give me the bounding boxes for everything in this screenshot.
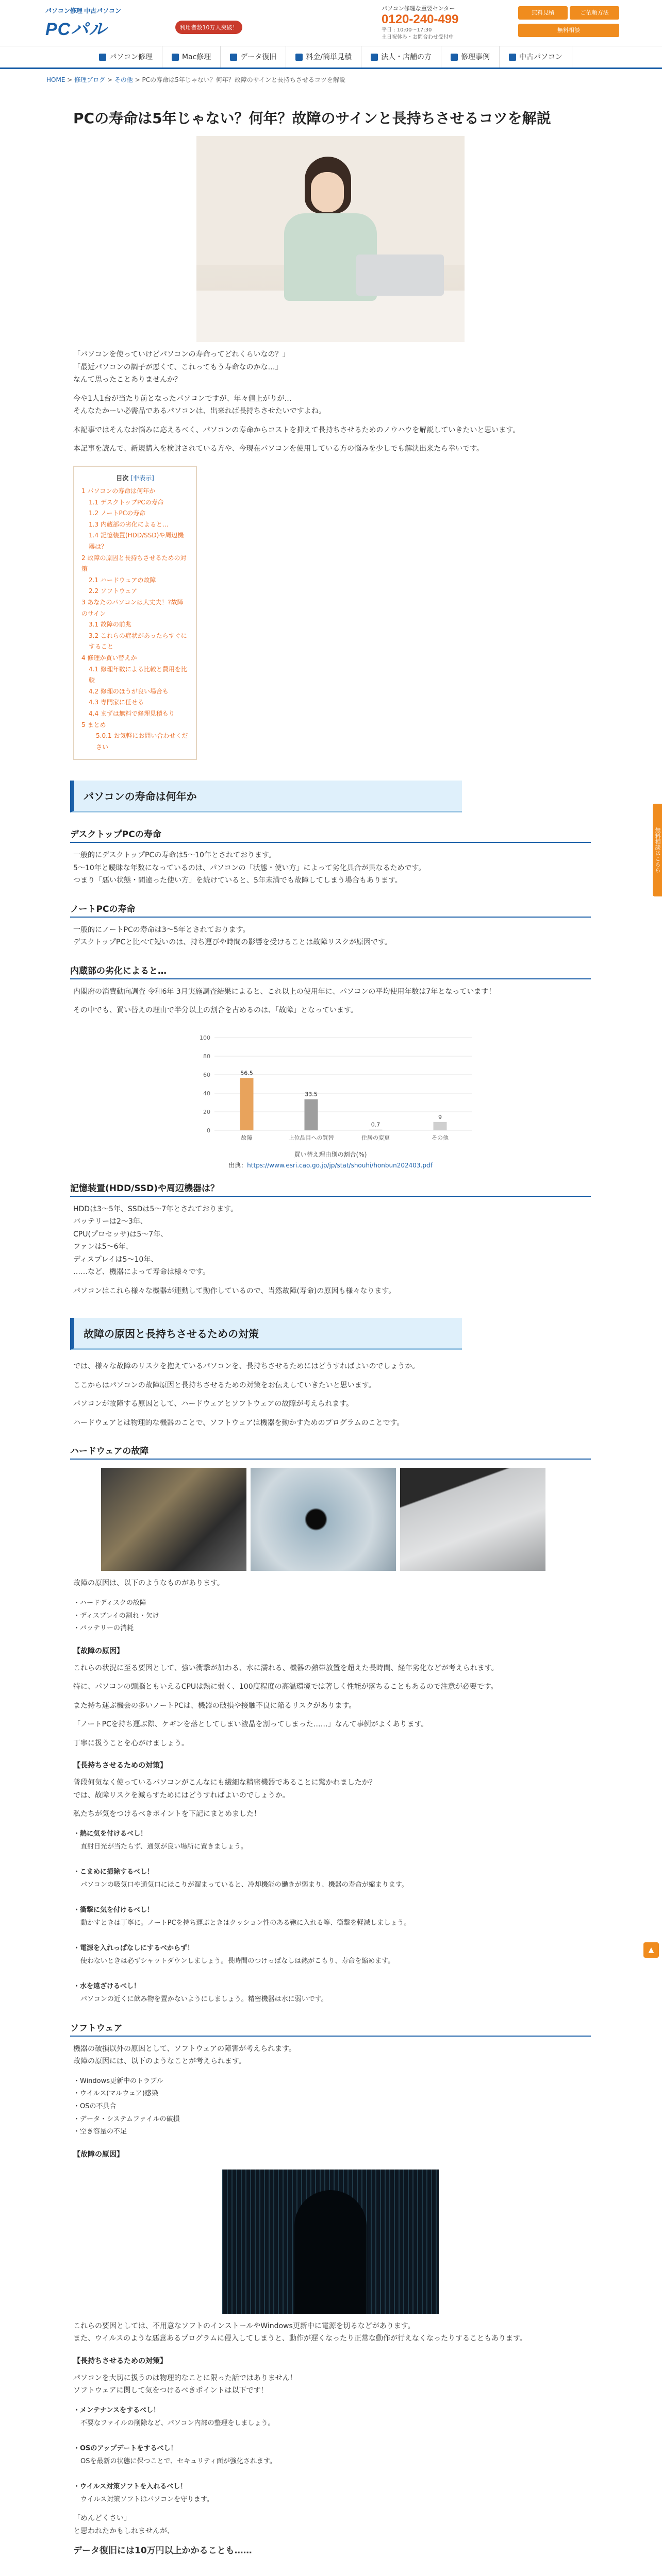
section-heading: パソコンの寿命は何年か [70,781,462,812]
toc-item[interactable]: 2 故障の原因と長持ちさせるための対策 [81,554,187,573]
subsection-heading: 記憶装置(HDD/SSD)や周辺機器は？ [70,1181,591,1197]
business-hours-note: 土日祝休み・お問合わせ受付中 [382,35,454,40]
laptop-photo [400,1468,545,1571]
toc-item[interactable]: 1.2 ノートPCの寿命 [89,510,146,517]
motherboard-photo [101,1468,246,1571]
paragraph: 一般的にデスクトップPCの寿命は5～10年とされております。 5～10年と曖昧な年数になっているのは、パソコンの「状態・使い方」によって劣化具合が異なるためです。 つまり「悪い状態・間違った使い方」を続けていると、5年未満でも故障してしまう場合もあります。 [73,851,426,885]
free-estimate-button[interactable]: 無料見積 [518,6,568,20]
breadcrumb-current: PCの寿命は5年じゃない？何年？故障のサインと長持ちさせるコツを解説 [142,76,345,83]
paragraph: これらの状況に至る要因として、強い衝撃が加わる、水に濡れる、機器の熱帯放置を超えた長時間、経年劣化などが考えられます。 [73,1664,499,1672]
article [70,93,591,2576]
nav-label: 修理事例 [461,53,490,61]
emphasis-text: データ復旧には10万円以上かかることも…… [73,2546,252,2556]
y-tick-label: 0 [207,1127,210,1134]
main-nav [0,46,662,69]
nav-label: 法人・店舗の方 [381,53,432,61]
tips-list: ・熱に気を付けるべし！ 直射日光が当たらず、通気が良い場所に置きましょう。 ・こまめに掃除するべし！ パソコンの吸気口や通気口にほこりが溜まっていると、冷却機能の働きが弱まり、機器の寿命が縮まります。 ・衝撃に気を付けるべし！ 動かすときは丁寧に。ノートPCを持ち運ぶときはクッション性のある鞄に入れる等、衝撃を軽減しましょう。 ・電源を入れっぱなしにするべからず！ 使わないときは必ずシャットダウンしましょう。長時間のつけっぱなしは熱がこもり、寿命を縮めます。 ・水を遠ざけるべし！ パソコンの近くに飲み物を置かないようにしましょう。精密機器は水に弱いです。 [73,1829,411,2003]
breadcrumb: HOME > 修理ブログ > その他 > PCの寿命は5年じゃない？何年？故障のサインと長持ちさせるコツを解説 [46,76,345,83]
minor-heading: 【故障の原因】 [73,2150,124,2159]
bullet-list: ・ハードディスクの故障 ・ディスプレイの割れ・欠け ・バッテリーの消耗 [73,1599,159,1633]
category-label: 上位品目への買替 [288,1134,334,1141]
toc-item[interactable]: 1.3 内蔵部の劣化によると… [89,520,169,528]
nav-label: Mac修理 [181,53,211,61]
hardware-photos [101,1468,591,1571]
intro-text: 本記事ではそんなお悩みに応えるべく、パソコンの寿命からコストを抑えて長持ちさせるためのノウハウを解説していきたいと思います。 [73,426,520,434]
y-tick-label: 40 [203,1090,210,1097]
paragraph: HDDは3～5年、SSDは5～7年とされております。 バッテリーは2～3年、 CPU(プロセッサ)は5～7年、 ファンは5～6年、 ディスプレイは5～10年、 ……など、機器によって寿命は様々です。 [73,1205,238,1277]
disk-icon [230,54,237,61]
subsection-heading: ノートPCの寿命 [70,902,591,918]
paragraph: 機器の破損以外の原因として、ソフトウェアの障害が考えられます。 故障の原因には、以下のようなことが考えられます。 [73,2044,296,2066]
chart-source: 出典：https://www.esri.cao.go.jp/jp/stat/shouhi/honbun202403.pdf [228,1161,433,1169]
toc-item[interactable]: 4.3 専門家に任せる [89,699,144,706]
paragraph: パソコンが故障する原因として、ハードウェアとソフトウェアの故障が考えられます。 [73,1400,354,1409]
y-tick-label: 60 [203,1071,210,1078]
toc-item[interactable]: 2.2 ソフトウェア [89,587,138,595]
nav-pricing[interactable] [286,46,361,67]
mac-icon [172,54,179,61]
nav-label: 中古パソコン [519,53,562,61]
users-badge: 利用者数10万人突破！ [175,21,242,34]
building-icon [371,54,378,61]
bar-chart [178,1027,483,1146]
pc-icon [99,54,106,61]
how-to-request-button[interactable]: ご依頼方法 [570,6,619,20]
tips-list: ・メンテナンスをするべし！ 不要なファイルの削除など、パソコン内部の整理をしましょう。 ・OSのアップデートをするべし！ OSを最新の状態に保つことで、セキュリティ面が強化されます。 ・ウイルス対策ソフトを入れるべし！ ウイルス対策ソフトはパソコンを守ります。 [73,2406,276,2503]
paragraph: また持ち運ぶ機会の多いノートPCは、機器の破損や接触不良に陥るリスクがあります。 [73,1701,356,1710]
paragraph: では、様々な故障のリスクを抱えているパソコンを、長持ちさせるためにはどうすればよいのでしょうか。 [73,1362,420,1371]
toc-item[interactable]: 4.1 修理年数による比較と費用を比較 [89,665,187,684]
nav-cases[interactable] [441,46,500,67]
business-hours: 平日 : 10:00～17:30 [382,27,432,33]
toc-item[interactable]: 5.0.1 お気軽にお問い合わせください [96,732,188,751]
table-of-contents [73,466,197,760]
paragraph: 普段何気なく使っているパソコンがこんなにも繊細な精密機器であることに驚かれましたか？ では、故障リスクを減らすためにはどうすればよいのでしょうか。 [73,1778,376,1800]
paragraph: 特に、パソコンの頭脳ともいえるCPUは熱に弱く、100度程度の高温環境では著しく性能が落ちることもあるので注意が必要です。 [73,1683,498,1691]
paragraph: 丁寧に扱うことを心がけましょう。 [73,1739,189,1748]
toc-list [81,486,189,753]
laptop-icon [509,54,516,61]
paragraph: 「ノートPCを持ち運ぶ際、ケギンを落としてしまい液晶を割ってしまった……」なんて事例がよくあります。 [73,1720,428,1729]
toc-item[interactable]: 4 修理か買い替えか [81,654,137,662]
header-contact [382,4,516,41]
document-icon [451,54,458,61]
cracked-screen-photo [251,1468,396,1571]
source-link[interactable]: https://www.esri.cao.go.jp/jp/stat/shouhi/honbun202403.pdf [247,1161,433,1169]
replacement-reason-chart [178,1027,483,1169]
nav-label: データ復旧 [240,53,277,61]
subsection-heading: ハードウェアの故障 [70,1444,591,1460]
paragraph: これらの要因としては、不用意なソフトのインストールやWindows更新中に電源を切るなどがあります。 また、ウイルスのような悪意あるプログラムに侵入してしまうと、動作が遅くなったり正常な動作が行えなくなったりすることもあります。 [73,2321,527,2343]
data-label: 0.7 [371,1121,380,1128]
intro-text: 本記事を読んで、新規購入を検討されている方や、今現在パソコンを使用している方の悩みを少しでも解決出来たら幸いです。 [73,445,484,453]
nav-pc-repair[interactable] [90,46,162,67]
minor-heading: 【長持ちさせるための対策】 [73,1761,167,1770]
toc-item[interactable]: 1.1 デスクトップPCの寿命 [89,498,164,506]
category-label: 故障 [241,1134,253,1141]
hacker-image [222,2170,439,2314]
paragraph: 「めんどくさい」 と思われたかもしれませんが、 [73,2514,174,2535]
paragraph: ハードウェアとは物理的な機器のことで、ソフトウェアは機器を動かすためのプログラムのことです。 [73,1418,404,1427]
data-label: 33.5 [305,1091,318,1098]
data-label: 56.5 [240,1070,253,1077]
toc-item[interactable]: 3.1 故障の前兆 [89,621,131,629]
nav-label: 料金/簡単見積 [306,53,352,61]
free-consult-button[interactable]: 無料相談 [518,24,619,37]
paragraph: ここからはパソコンの故障原因と長持ちさせるための対策をお伝えしていきたいと思います。 [73,1381,376,1389]
toc-item[interactable]: 4.4 まずは無料で修理見積もり [89,709,175,717]
laptop-illustration [356,255,444,296]
breadcrumb-category[interactable]: その他 [114,76,133,83]
breadcrumb-home[interactable]: HOME [46,76,65,83]
paragraph: 一般的にノートPCの寿命は3～5年とされております。 デスクトップPCと比べて短いのは、持ち運びや時間の影響を受けることは故障リスクが原因です。 [73,925,392,947]
y-tick-label: 80 [203,1053,210,1060]
contact-label: パソコン修理な重要センター [382,5,455,12]
back-to-top-button[interactable]: ▲ [643,1942,659,1958]
category-label: その他 [432,1134,449,1141]
section-heading: 故障の原因と長持ちさせるための対策 [70,1318,462,1350]
logo-wordmark: PCパル [45,20,107,39]
toc-item[interactable]: 1 パソコンの寿命は何年か [81,487,156,495]
intro-text: 今や1人1台が当たり前となったパソコンですが、年々値上がりが… そんなたかーい必需品であるパソコンは、出来れば長持ちさせたいですよね。 [73,394,326,415]
minor-heading: 【故障の原因】 [73,1647,124,1655]
subsection-heading: デスクトップPCの寿命 [70,827,591,843]
paragraph: 内閣府の消費動向調査 令和6年 3月実施調査結果によると、これ以上の使用年に、パソコンの平均使用年数は7年となっています！ [73,987,496,996]
y-tick-label: 100 [200,1034,210,1041]
subsection-heading: ソフトウェア [70,2021,591,2037]
nav-mac-repair[interactable] [162,46,221,67]
header-buttons [518,6,621,41]
minor-heading: 【長持ちさせるための対策】 [73,2357,167,2365]
side-consult-tab[interactable]: 無料相談はこちら [653,804,662,896]
toc-item[interactable]: 2.1 ハードウェアの故障 [89,576,156,584]
bar [240,1078,254,1130]
site-header [0,0,662,46]
page-title: PCの寿命は5年じゃない？何年？故障のサインと長持ちさせるコツを解説 [73,110,551,127]
category-label: 住居の変更 [361,1134,390,1141]
toc-item[interactable]: 3 あなたのパソコンは大丈夫！?故障のサイン [81,599,184,617]
nav-used-pc[interactable] [500,46,572,67]
toc-item[interactable]: 3.2 これらの症状があったらすぐにすること [89,632,187,651]
logo-subtitle: パソコン修理 中古パソコン [45,7,121,14]
intro-text: 「パソコンを使っていけどパソコンの寿命ってどれくらいなの？」 「最近パソコンの調子が悪くて、これってもう寿命なのかな…」 なんて思ったことありませんか？ [73,350,290,384]
breadcrumb-blog[interactable]: 修理ブログ [74,76,106,83]
paragraph: 故障の原因は、以下のようなものがあります。 [73,1579,224,1588]
toc-item[interactable]: 1.4 記憶装置(HDD/SSD)や周辺機器は？ [89,532,184,551]
bar [305,1099,318,1130]
chart-caption: 買い替え理由別の割合(%) [294,1150,367,1158]
paragraph: パソコンはこれら様々な機器が連動して動作しているので、当然故障(寿命)の原因も様々なります。 [73,1286,396,1295]
subsection-heading: 内蔵部の劣化によると… [70,963,591,979]
bar [434,1122,447,1130]
bullet-list: ・Windows更新中のトラブル ・ウイルス(マルウェア)感染 ・OSの不具合 ・データ・システムファイルの破損 ・空き容量の不足 [73,2077,180,2136]
toc-title: 目次 [116,474,129,482]
nav-label: パソコン修理 [109,53,153,61]
yen-icon [295,54,303,61]
toc-toggle[interactable]: [非表示] [130,474,154,482]
phone-number[interactable]: 0120-240-499 [382,12,459,26]
nav-data-recovery[interactable] [221,46,286,67]
paragraph: パソコンを大切に扱うのは物理的なことに限った話ではありません！ ソフトウェアに関して気をつけるべきポイントは以下です！ [73,2374,297,2395]
y-tick-label: 20 [203,1108,210,1115]
paragraph: 私たちが気をつけるべきポイントを下記にまとめました！ [73,1810,261,1819]
site-logo[interactable] [45,6,169,37]
nav-business[interactable] [361,46,441,67]
paragraph: その中でも、買い替えの理由で半分以上の割合を占めるのは、「故障」となっています。 [73,1006,358,1015]
data-label: 9 [438,1113,442,1121]
toc-item[interactable]: 4.2 修理のほうが良い場合も [89,687,169,695]
hero-image [196,136,465,342]
toc-item[interactable]: 5 まとめ [81,721,106,728]
